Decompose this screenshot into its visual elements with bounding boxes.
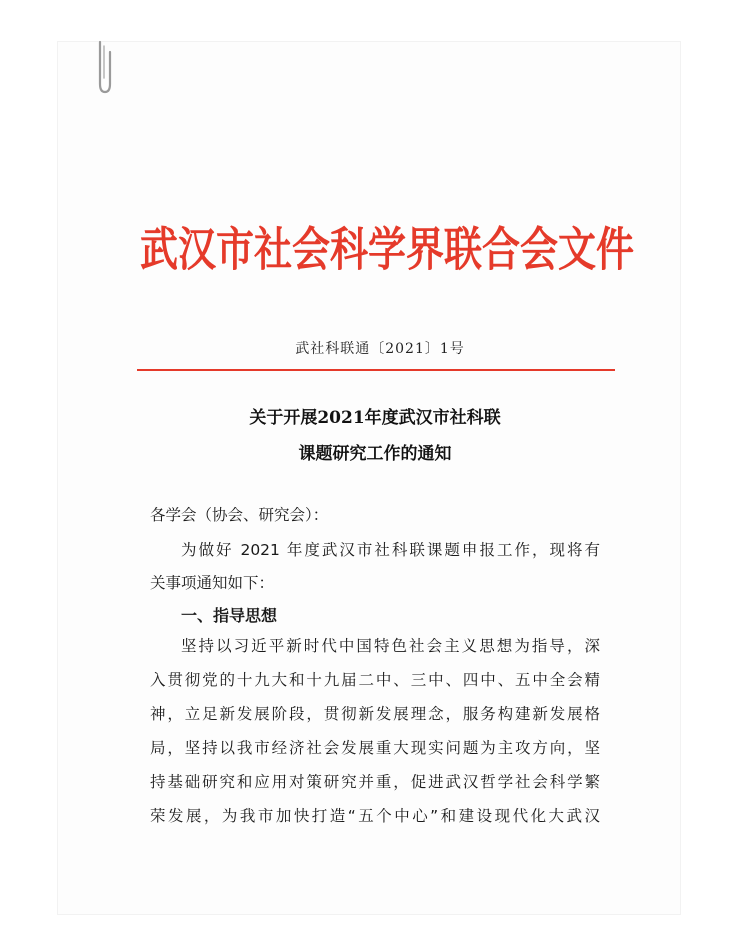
intro-line-2: 关事项通知如下： — [150, 574, 275, 592]
notice-title-line-2: 课题研究工作的通知 — [298, 444, 452, 464]
notice-title-line-1: 关于开展2021年度武汉市社科联 — [249, 408, 501, 428]
paragraph-line: 神，立足新发展阶段，贯彻新发展理念，服务构建新发展格 — [150, 705, 600, 723]
red-divider-rule — [137, 369, 615, 371]
issuer-header: 武汉市社会科学界联合会文件 — [140, 222, 635, 277]
section-heading-guiding-ideology: 一、指导思想 — [181, 606, 278, 625]
paragraph-line: 入贯彻党的十九大和十九届二中、三中、四中、五中全会精 — [150, 671, 600, 689]
intro-line-1: 为做好 2021 年度武汉市社科联课题申报工作，现将有 — [181, 541, 600, 559]
paragraph-line: 荣发展，为我市加快打造“五个中心”和建设现代化大武汉 — [150, 807, 600, 825]
paper-clip-icon — [94, 38, 114, 98]
salutation: 各学会（协会、研究会）： — [150, 506, 329, 524]
paragraph-line: 局，坚持以我市经济社会发展重大现实问题为主攻方向，坚 — [150, 739, 600, 757]
paragraph-line: 坚持以习近平新时代中国特色社会主义思想为指导，深 — [181, 637, 600, 655]
document-number: 武社科联通〔2021〕1号 — [295, 341, 465, 357]
paragraph-line: 持基础研究和应用对策研究并重，促进武汉哲学社会科学繁 — [150, 773, 600, 791]
